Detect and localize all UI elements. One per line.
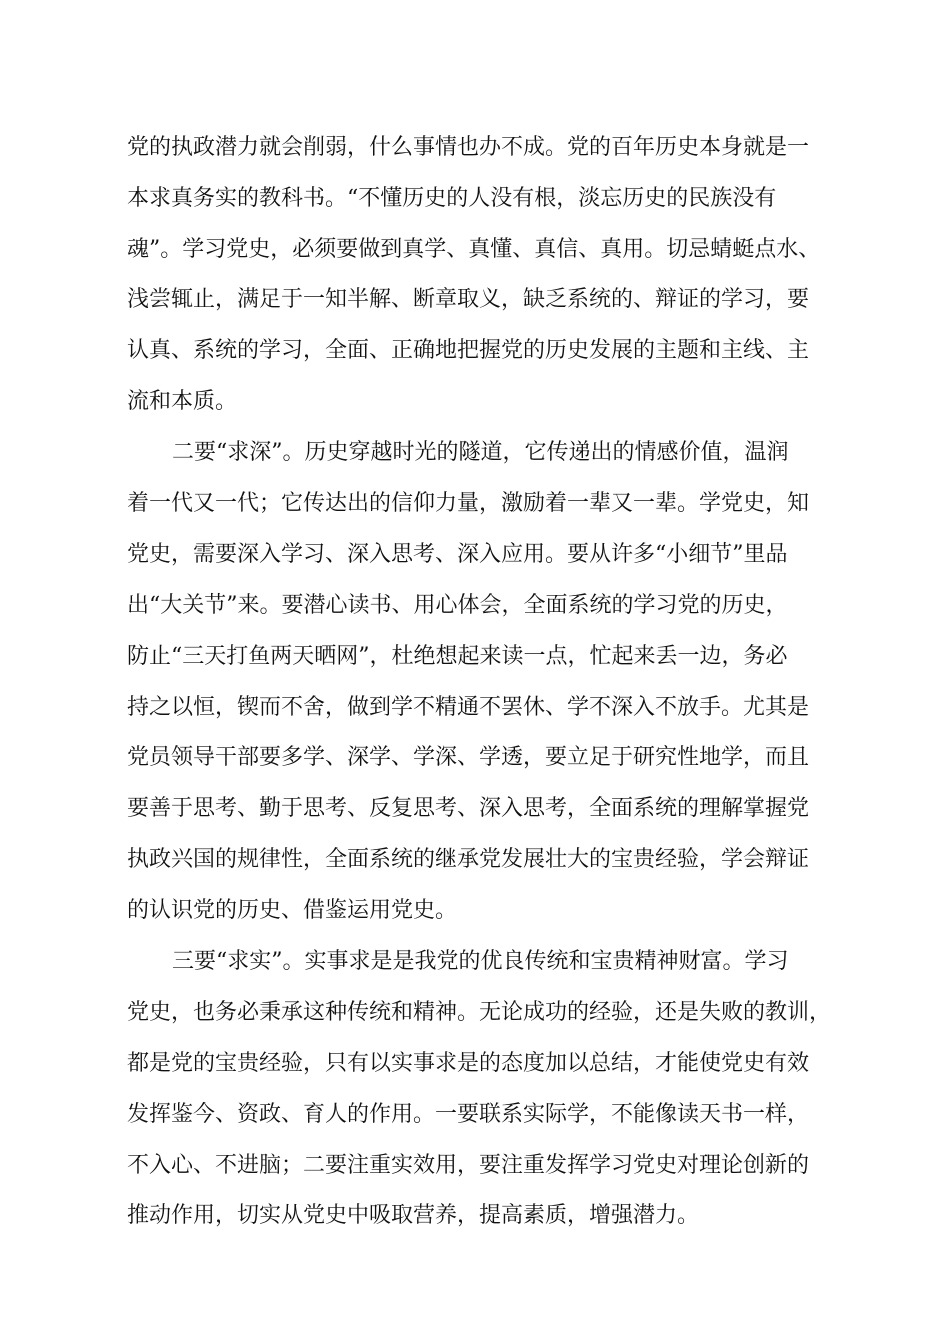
paragraph-3-line-4: 发挥鉴今、资政、育人的作用。一要联系实际学，不能像读天书一样， [127, 1102, 810, 1127]
paragraph-2-line-6: 持之以恒，锲而不舍，做到学不精通不罢休、学不深入不放手。尤其是 [127, 695, 810, 720]
paragraph-2-line-9: 执政兴国的规律性，全面系统的继承党发展壮大的宝贵经验，学会辩证 [127, 847, 810, 872]
paragraph-3-line-5: 不入心、不进脑；二要注重实效用，要注重发挥学习党史对理论创新的 [127, 1153, 810, 1178]
paragraph-1-line-5: 认真、系统的学习，全面、正确地把握党的历史发展的主题和主线、主 [127, 338, 810, 363]
paragraph-1-line-6: 流和本质。 [127, 389, 238, 414]
paragraph-2-line-8: 要善于思考、勤于思考、反复思考、深入思考，全面系统的理解掌握党 [127, 796, 810, 821]
paragraph-1-line-4: 浅尝辄止，满足于一知半解、断章取义，缺乏系统的、辩证的学习，要 [127, 287, 810, 312]
paragraph-2-line-1: 二要“求深”。历史穿越时光的隧道，它传递出的情感价值，温润 [172, 440, 789, 465]
paragraph-3-line-1: 三要“求实”。实事求是是我党的优良传统和宝贵精神财富。学习 [172, 949, 789, 974]
paragraph-2-line-3: 党史，需要深入学习、深入思考、深入应用。要从许多“小细节”里品 [127, 542, 788, 567]
paragraph-3-line-6: 推动作用，切实从党史中吸取营养，提高素质，增强潜力。 [127, 1203, 700, 1228]
paragraph-3-line-2: 党史，也务必秉承这种传统和精神。无论成功的经验，还是失败的教训， [127, 1000, 832, 1025]
paragraph-2-line-2: 着一代又一代；它传达出的信仰力量，激励着一辈又一辈。学党史，知 [127, 491, 810, 516]
paragraph-3-line-3: 都是党的宝贵经验，只有以实事求是的态度加以总结，才能使党史有效 [127, 1051, 810, 1076]
paragraph-2-line-4: 出“大关节”来。要潜心读书、用心体会，全面系统的学习党的历史， [127, 593, 788, 618]
paragraph-2-line-7: 党员领导干部要多学、深学、学深、学透，要立足于研究性地学，而且 [127, 745, 810, 770]
paragraph-2-line-5: 防止“三天打鱼两天晒网”，杜绝想起来读一点，忙起来丢一边，务必 [127, 644, 788, 669]
paragraph-1-line-2: 本求真务实的教科书。“不懂历史的人没有根，淡忘历史的民族没有 [127, 186, 777, 211]
paragraph-2-line-10: 的认识党的历史、借鉴运用党史。 [127, 898, 458, 923]
paragraph-1-line-3: 魂”。学习党史，必须要做到真学、真懂、真信、真用。切忌蜻蜓点水、 [127, 237, 821, 262]
paragraph-1-line-1: 党的执政潜力就会削弱，什么事情也办不成。党的百年历史本身就是一 [127, 135, 810, 160]
